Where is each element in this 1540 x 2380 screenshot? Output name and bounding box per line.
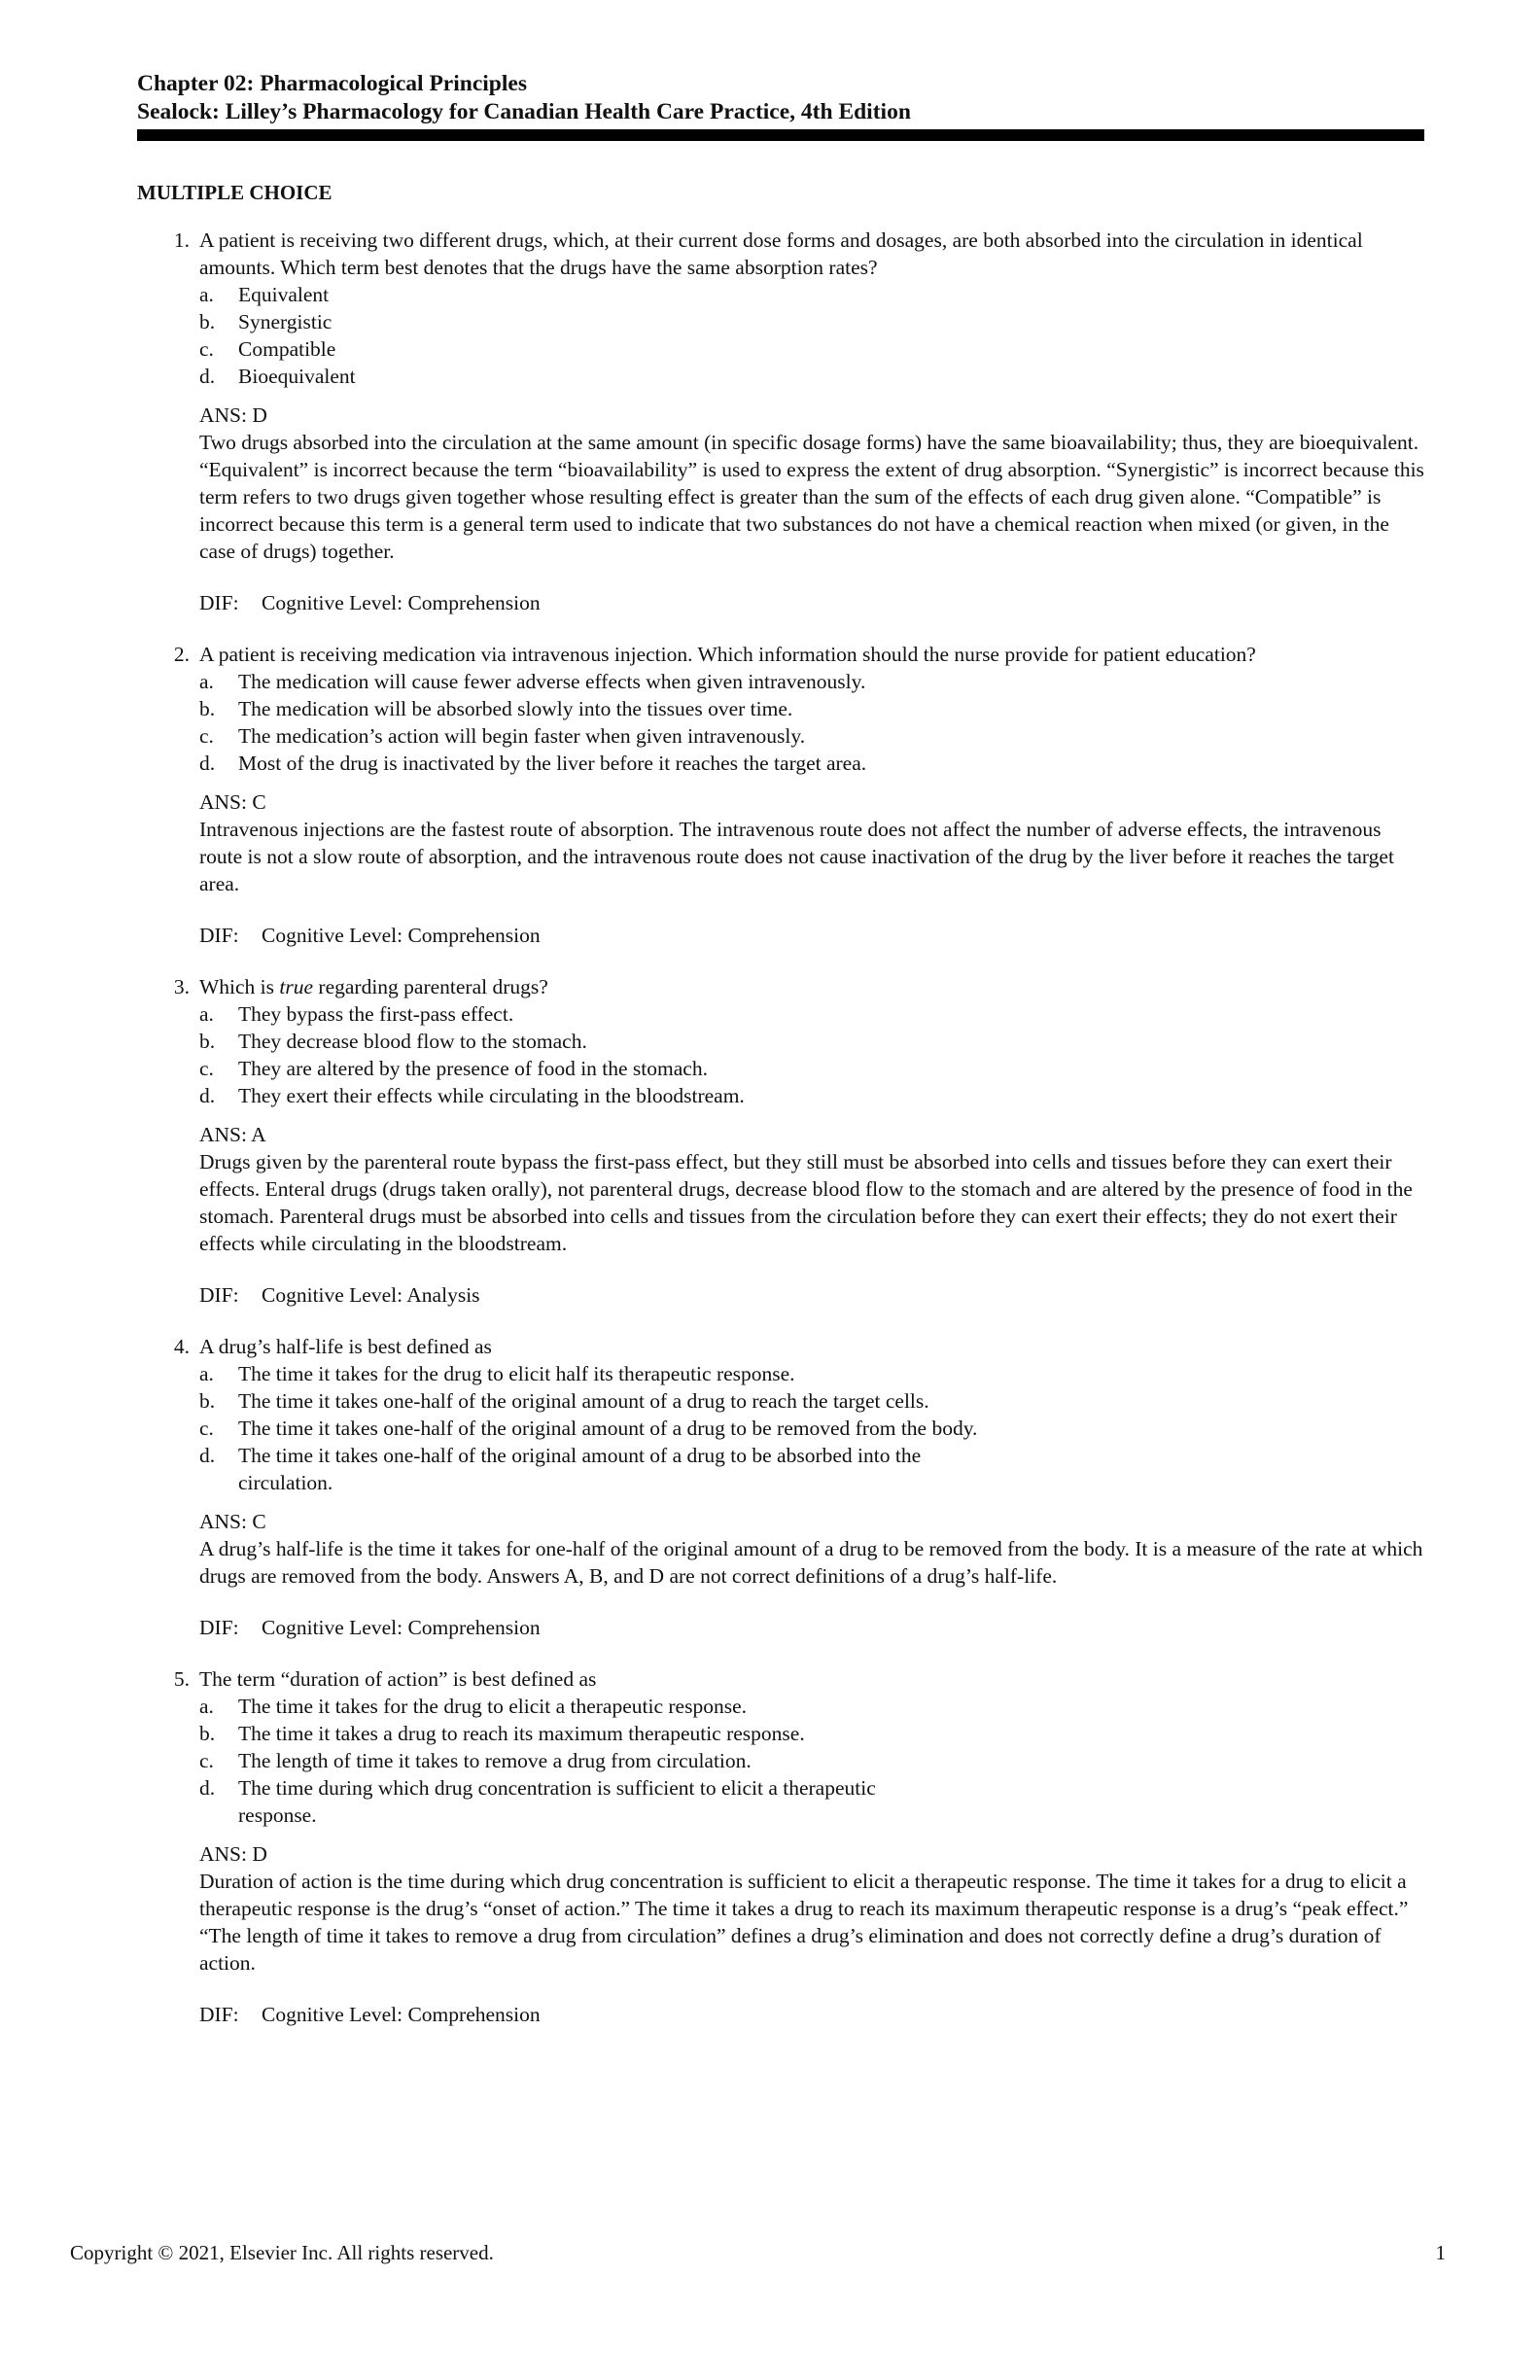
- question-text: [199, 1665, 1424, 1693]
- difficulty: [199, 589, 1424, 616]
- option-letter: a.: [199, 1002, 214, 1026]
- option-letter: b.: [199, 310, 216, 333]
- question-text: [199, 973, 1424, 1000]
- answer-block: [199, 1121, 1424, 1257]
- rationale: Duration of action is the time during which drug concentration is sufficient to elicit a therapeutic response. The time it takes for a drug to elicit a therapeutic response is the drug’s “onset of action.” The time it takes a drug to reach its maximum therapeutic response is a drug’s “peak effect.” “The length of time it takes to remove a drug from circulation” defines a drug’s elimination and does not correctly define a drug’s duration of action.: [199, 1870, 1409, 1975]
- option-letter: a.: [199, 283, 214, 306]
- question-5: [137, 1665, 1424, 2028]
- difficulty: [199, 1281, 1424, 1309]
- question-list: [137, 227, 1424, 2052]
- option-list: [199, 1360, 1424, 1496]
- option-c: [199, 722, 1424, 750]
- option-list: [199, 1000, 1424, 1109]
- difficulty: [199, 922, 1424, 949]
- stem-emphasis: true: [279, 975, 314, 998]
- section-title: MULTIPLE CHOICE: [137, 181, 332, 204]
- question-3: [137, 973, 1424, 1309]
- stem-text-part: regarding parenteral drugs?: [313, 975, 548, 998]
- rationale: Drugs given by the parenteral route bypass the first-pass effect, but they still must be absorbed into cells and tissues before they can exert their effects. Enteral drugs (drugs taken orally), not parenteral drugs, decrease blood flow to the stomach and are altered by the presence of food in the stomach. Parenteral drugs must be absorbed into cells and tissues from the circulation before they can exert their effects; they do not exert their effects while circulating in the bloodstream.: [199, 1150, 1413, 1255]
- answer-block: [199, 788, 1424, 897]
- option-d: [199, 1774, 1424, 1829]
- question-text: [199, 227, 1424, 281]
- option-letter: a.: [199, 670, 214, 693]
- answer-block: [199, 1840, 1424, 1977]
- question-stem: [137, 1333, 1424, 1360]
- option-text: They decrease blood flow to the stomach.: [238, 1030, 587, 1053]
- answer-key: ANS: D: [199, 1842, 267, 1866]
- option-text: The medication’s action will begin faster when given intravenously.: [238, 724, 806, 748]
- option-text: The length of time it takes to remove a drug from circulation.: [238, 1749, 752, 1772]
- question-number: 4.: [173, 1335, 190, 1358]
- option-text: The time it takes one-half of the original amount of a drug to be removed from the body.: [238, 1417, 978, 1440]
- option-letter: b.: [199, 1389, 216, 1413]
- option-text: The time during which drug concentration is sufficient to elicit a therapeutic response.: [238, 1776, 876, 1827]
- option-b: [199, 1028, 1424, 1055]
- option-a: [199, 281, 1424, 308]
- option-letter: d.: [199, 1444, 216, 1467]
- answer-block: [199, 1508, 1424, 1590]
- option-text: Equivalent: [238, 283, 330, 306]
- option-list: [199, 281, 1424, 390]
- option-letter: d.: [199, 752, 216, 775]
- option-b: [199, 695, 1424, 722]
- option-c: [199, 1055, 1424, 1082]
- option-a: [199, 668, 1424, 695]
- option-b: [199, 308, 1424, 335]
- option-c: [199, 1747, 1424, 1774]
- option-letter: a.: [199, 1695, 214, 1718]
- option-text: They exert their effects while circulating in the bloodstream.: [238, 1084, 745, 1107]
- difficulty-label: DIF:: [199, 2003, 239, 2026]
- difficulty-value: Cognitive Level: Analysis: [262, 1283, 480, 1307]
- option-list: [199, 668, 1424, 777]
- difficulty-label: DIF:: [199, 1283, 239, 1307]
- option-c: [199, 1415, 1424, 1442]
- option-letter: b.: [199, 697, 216, 720]
- stem-text-part: The term “duration of action” is best defined as: [199, 1667, 597, 1691]
- stem-text-part: A patient is receiving medication via intravenous injection. Which information should the nurse provide for patient education?: [199, 643, 1256, 666]
- option-a: [199, 1000, 1424, 1028]
- question-number: 1.: [173, 228, 190, 252]
- option-letter: b.: [199, 1722, 216, 1745]
- option-text: They bypass the first-pass effect.: [238, 1002, 514, 1026]
- option-d: [199, 363, 1424, 390]
- option-letter: b.: [199, 1030, 216, 1053]
- answer-block: [199, 402, 1424, 565]
- header-rule: [137, 129, 1424, 141]
- option-letter: d.: [199, 1084, 216, 1107]
- difficulty-label: DIF:: [199, 591, 239, 614]
- page-footer: [70, 2239, 1446, 2266]
- option-d: [199, 750, 1424, 777]
- option-b: [199, 1720, 1424, 1747]
- option-text: Compatible: [238, 337, 336, 361]
- chapter-title: Chapter 02: Pharmacological Principles: [137, 71, 527, 96]
- question-number: 5.: [173, 1667, 190, 1691]
- option-b: [199, 1387, 1424, 1415]
- option-text: The time it takes for the drug to elicit a therapeutic response.: [238, 1695, 747, 1718]
- question-stem: [137, 641, 1424, 668]
- option-d: [199, 1082, 1424, 1109]
- copyright-notice: Copyright © 2021, Elsevier Inc. All rights reserved.: [70, 2241, 494, 2264]
- option-text: Most of the drug is inactivated by the liver before it reaches the target area.: [238, 752, 867, 775]
- question-text: [199, 1333, 1424, 1360]
- option-text: The time it takes one-half of the original amount of a drug to reach the target cells.: [238, 1389, 929, 1413]
- option-letter: c.: [199, 1057, 214, 1080]
- difficulty-label: DIF:: [199, 1616, 239, 1639]
- answer-key: ANS: D: [199, 403, 267, 427]
- option-letter: d.: [199, 1776, 216, 1800]
- question-2: [137, 641, 1424, 949]
- rationale: Intravenous injections are the fastest route of absorption. The intravenous route does not affect the number of adverse effects, the intravenous route is not a slow route of absorption, and the intravenous route does not cause inactivation of the drug by the liver before it reaches the target area.: [199, 818, 1394, 895]
- difficulty: [199, 1614, 1424, 1641]
- option-text: The time it takes a drug to reach its maximum therapeutic response.: [238, 1722, 805, 1745]
- stem-text-part: A drug’s half-life is best defined as: [199, 1335, 492, 1358]
- option-text: Bioequivalent: [238, 365, 356, 388]
- option-list: [199, 1693, 1424, 1829]
- page-number: 1: [1435, 2241, 1446, 2264]
- question-stem: [137, 227, 1424, 281]
- question-number: 2.: [173, 643, 190, 666]
- difficulty: [199, 2001, 1424, 2028]
- question-1: [137, 227, 1424, 616]
- difficulty-value: Cognitive Level: Comprehension: [262, 591, 541, 614]
- option-letter: c.: [199, 1749, 214, 1772]
- difficulty-value: Cognitive Level: Comprehension: [262, 1616, 541, 1639]
- option-text: The time it takes one-half of the original amount of a drug to be absorbed into the circulation.: [238, 1444, 922, 1494]
- difficulty-value: Cognitive Level: Comprehension: [262, 924, 541, 947]
- option-text: The medication will be absorbed slowly into the tissues over time.: [238, 697, 793, 720]
- option-letter: d.: [199, 365, 216, 388]
- question-text: [199, 641, 1424, 668]
- stem-text-part: Which is: [199, 975, 280, 998]
- answer-key: ANS: A: [199, 1123, 266, 1146]
- question-4: [137, 1333, 1424, 1641]
- difficulty-label: DIF:: [199, 924, 239, 947]
- page-header: [137, 70, 1424, 126]
- option-letter: a.: [199, 1362, 214, 1385]
- answer-key: ANS: C: [199, 790, 266, 814]
- option-text: Synergistic: [238, 310, 332, 333]
- option-a: [199, 1693, 1424, 1720]
- stem-text-part: A patient is receiving two different drugs, which, at their current dose forms and dosages, are both absorbed into the circulation in identical amounts. Which term best denotes that the drugs have the same absorption rates?: [199, 228, 1363, 279]
- difficulty-value: Cognitive Level: Comprehension: [262, 2003, 541, 2026]
- option-d: [199, 1442, 1424, 1496]
- rationale: A drug’s half-life is the time it takes for one-half of the original amount of a drug to be removed from the body. It is a measure of the rate at which drugs are removed from the body. Answers A, B, and D are not correct definitions of a drug’s half-life.: [199, 1537, 1423, 1588]
- option-text: The medication will cause fewer adverse effects when given intravenously.: [238, 670, 866, 693]
- option-a: [199, 1360, 1424, 1387]
- question-number: 3.: [173, 975, 190, 998]
- option-text: The time it takes for the drug to elicit half its therapeutic response.: [238, 1362, 795, 1385]
- question-stem: [137, 973, 1424, 1000]
- option-letter: c.: [199, 1417, 214, 1440]
- option-c: [199, 335, 1424, 363]
- question-stem: [137, 1665, 1424, 1693]
- option-text: They are altered by the presence of food in the stomach.: [238, 1057, 708, 1080]
- rationale: Two drugs absorbed into the circulation at the same amount (in specific dosage forms) have the same bioavailability; thus, they are bioequivalent. “Equivalent” is incorrect because the term “bioavailability” is used to express the extent of drug absorption. “Synergistic” is incorrect because this term refers to two drugs given together whose resulting effect is greater than the sum of the effects of each drug given alone. “Compatible” is incorrect because this term is a general term used to indicate that two substances do not have a chemical reaction when mixed (or given, in the case of drugs) together.: [199, 431, 1424, 563]
- option-letter: c.: [199, 337, 214, 361]
- book-title: Sealock: Lilley’s Pharmacology for Canadian Health Care Practice, 4th Edition: [137, 99, 911, 124]
- option-letter: c.: [199, 724, 214, 748]
- answer-key: ANS: C: [199, 1510, 266, 1533]
